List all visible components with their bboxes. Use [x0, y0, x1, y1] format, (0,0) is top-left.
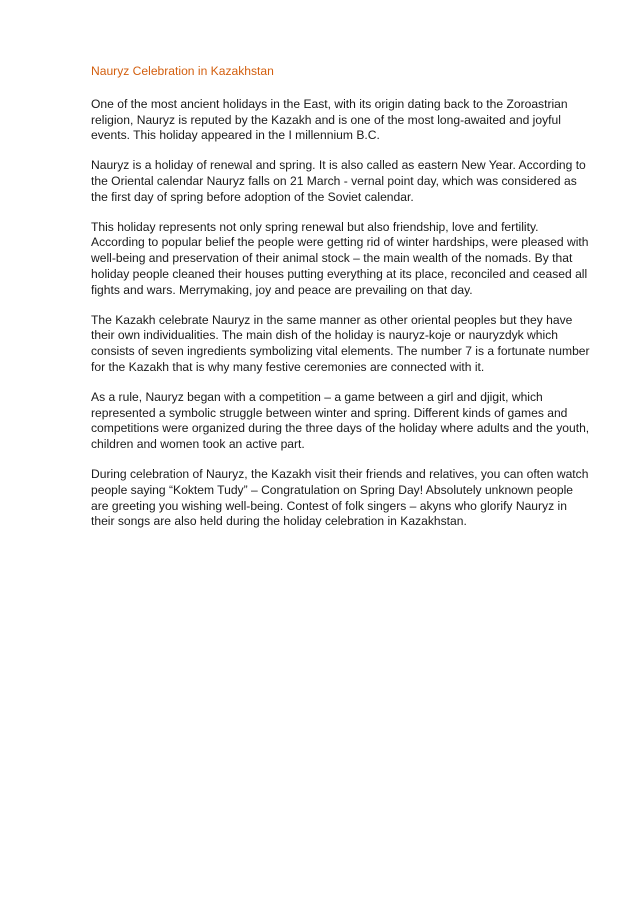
- document-title: Nauryz Celebration in Kazakhstan: [91, 64, 274, 78]
- paragraph-main-dish: The Kazakh celebrate Nauryz in the same manner as other oriental peoples but they have their own individualities. The main dish of the holiday is nauryz-koje or nauryzdyk which consists of seven ingredients symbolizing vital elements. The number 7 is a fortunate number for the Kazakh that is why many festive ceremonies are connected with it.: [91, 312, 590, 374]
- document-page: [91, 64, 591, 544]
- paragraph-celebration: During celebration of Nauryz, the Kazakh visit their friends and relatives, you can often watch people saying “Koktem Tudy” – Congratulation on Spring Day! Absolutely unknown people are greeting you wishing well-being. Contest of folk singers – akyns who glorify Nauryz in their songs are also held during the holiday celebration in Kazakhstan.: [91, 466, 589, 529]
- paragraph-origin: One of the most ancient holidays in the East, with its origin dating back to the Zoroastrian religion, Nauryz is reputed by the Kazakh and is one of the most long-awaited and joyful events. This holiday appeared in the I millennium B.C.: [91, 96, 568, 143]
- paragraph-renewal: Nauryz is a holiday of renewal and spring. It is also called as eastern New Year. According to the Oriental calendar Nauryz falls on 21 March - vernal point day, which was considered as the first day of spring before adoption of the Soviet calendar.: [91, 158, 586, 204]
- paragraph-competitions: As a rule, Nauryz began with a competition – a game between a girl and djigit, which represented a symbolic struggle between winter and spring. Different kinds of games and competitions were organized during the three days of the holiday where adults and the youth, children and women took an active part.: [91, 389, 590, 452]
- paragraph-traditions: This holiday represents not only spring renewal but also friendship, love and fertility. According to popular belief the people were getting rid of winter hardships, were pleased with well-being and preservation of their animal stock – the main wealth of the nomads. By that holiday people cleaned their houses putting everything at its place, reconciled and ceased all fights and wars. Merrymaking, joy and peace are prevailing on that day.: [91, 219, 589, 297]
